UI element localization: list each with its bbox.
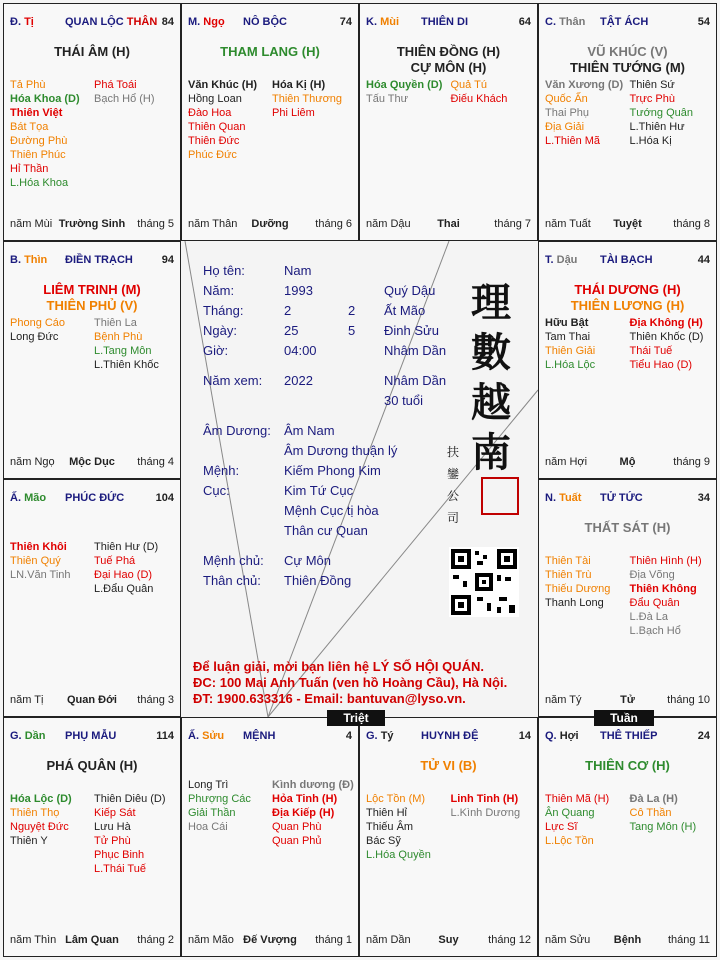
palace-number: 114 (156, 730, 174, 742)
minor-star: Phá Toái (94, 79, 137, 91)
main-stars (539, 44, 716, 76)
logo-char-1: 理 (471, 279, 511, 326)
minor-star: Văn Xương (D) (545, 79, 624, 91)
minor-star: Long Đức (10, 331, 59, 343)
minor-star: Thiên Không (629, 583, 697, 595)
main-stars (539, 758, 716, 774)
value-ngay-am: 5 (348, 323, 356, 338)
main-star: THAM LANG (H) (220, 44, 320, 59)
minor-star: Hóa Quyền (D) (366, 79, 443, 91)
minor-star: Hóa Kị (H) (272, 79, 326, 91)
main-star: THIÊN ĐỒNG (H) (396, 44, 501, 59)
minor-star: Quốc Ấn (545, 93, 588, 105)
palace-number: 64 (518, 16, 531, 28)
minor-star: Cô Thần (629, 807, 672, 819)
minor-star: Lưu Hà (94, 821, 131, 833)
palace-footer (366, 934, 531, 948)
minor-star: Quan Phù (272, 821, 322, 833)
palace-number: 104 (155, 492, 174, 504)
minor-star: Thiên Khôi (10, 541, 67, 553)
minor-star: Thiên Mã (H) (545, 793, 610, 805)
palace-branch: N. Tuất (545, 492, 582, 504)
label-cuc: Cục: (203, 483, 230, 498)
palace-header (545, 254, 710, 270)
qr-code (449, 547, 519, 617)
minor-star: Địa Giải (545, 121, 585, 133)
minor-star: Tấu Thư (366, 93, 409, 105)
palace-number: 34 (697, 492, 710, 504)
main-star: CỰ MÔN (H) (410, 60, 487, 75)
footer-year: năm Mão (188, 934, 234, 946)
minor-star: Thiên Diêu (D) (94, 793, 166, 805)
center-info-panel (181, 241, 538, 717)
minor-star: Long Trì (188, 779, 229, 791)
minor-star: Địa Kiếp (H) (272, 807, 335, 819)
minor-star: Thiên La (94, 317, 137, 329)
palace-footer (545, 218, 710, 232)
palace-name: THIÊN DI (421, 16, 469, 28)
value-ngay: 25 (284, 323, 299, 338)
value-thang-can: Ất Mão (384, 303, 426, 318)
minor-star: L.Lộc Tồn (545, 835, 594, 847)
palace-name: HUYNH ĐỆ (421, 730, 479, 742)
footer-year: năm Tuất (545, 218, 591, 230)
minor-star: Trực Phù (629, 93, 675, 105)
value-nam-xem-can: Nhâm Dần (384, 373, 447, 388)
label-am-duong: Âm Dương: (203, 423, 271, 438)
value-menh-chu: Cự Môn (284, 553, 331, 568)
minor-star: Tử Phù (94, 835, 131, 847)
minor-star: L.Thiên Hư (629, 121, 685, 133)
palace-header (545, 730, 710, 746)
minor-star: Phượng Các (188, 793, 251, 805)
palace-branch: Q. Hợi (545, 730, 579, 742)
palace-name: TÀI BẠCH (600, 254, 653, 266)
value-ho-ten: Nam (284, 263, 312, 278)
minor-star: Hỉ Thần (10, 163, 49, 175)
footer-truong-sinh: Suy (438, 934, 459, 946)
minor-star: Thiên Việt (10, 107, 63, 119)
minor-star: Thiên Đức (188, 135, 240, 147)
label-menh-chu: Mệnh chủ: (203, 553, 264, 568)
red-seal (481, 477, 519, 515)
palace-number: 84 (161, 16, 174, 28)
minor-star: Tuế Phá (94, 555, 136, 567)
footer-truong-sinh: Trường Sinh (58, 218, 126, 230)
palace-ngo (181, 3, 359, 241)
palace-name: TỬ TỨC (600, 492, 643, 504)
value-thang: 2 (284, 303, 292, 318)
main-star: THẤT SÁT (H) (584, 520, 671, 535)
palace-number: 24 (697, 730, 710, 742)
palace-branch: M. Ngọ (188, 16, 225, 28)
palace-header (10, 730, 174, 746)
palace-branch: K. Mùi (366, 16, 400, 28)
palace-name: QUAN LỘC THÂN (65, 16, 158, 28)
minor-star: L.Hóa Kị (629, 135, 672, 147)
main-stars (539, 282, 716, 314)
label-gio: Giờ: (203, 343, 229, 358)
value-nam-can: Quý Dậu (384, 283, 436, 298)
minor-star: Thiên Giải (545, 345, 596, 357)
palace-number: 14 (518, 730, 531, 742)
minor-star: Hồng Loan (188, 93, 242, 105)
palace-branch: T. Dậu (545, 254, 578, 266)
minor-star: Đại Hao (D) (94, 569, 153, 581)
minor-star: Thiếu Dương (545, 583, 611, 595)
footer-month: tháng 10 (667, 694, 710, 706)
footer-truong-sinh: Mộ (619, 456, 636, 468)
palace-header (366, 16, 531, 32)
palace-footer (366, 218, 531, 232)
minor-star: Hóa Khoa (D) (10, 93, 80, 105)
palace-branch: Ấ. Sửu (188, 730, 225, 742)
value-thang-am: 2 (348, 303, 356, 318)
palace-header (10, 254, 174, 270)
minor-star: Hữu Bật (545, 317, 589, 329)
logo-char-4: 南 (471, 429, 511, 476)
minor-star: Lộc Tồn (M) (366, 793, 426, 805)
palace-footer (545, 694, 710, 708)
label-ngay: Ngày: (203, 323, 237, 338)
minor-star: Địa Không (H) (629, 317, 703, 329)
footer-month: tháng 4 (137, 456, 174, 468)
palace-header (10, 16, 174, 32)
palace-footer (10, 456, 174, 470)
footer-year: năm Ngọ (10, 456, 55, 468)
main-stars (4, 282, 180, 314)
palace-number: 54 (697, 16, 710, 28)
palace-branch: C. Thân (545, 16, 586, 28)
minor-star: Kiếp Sát (94, 807, 136, 819)
palace-branch: B. Thìn (10, 254, 48, 266)
minor-star: Hỏa Tinh (H) (272, 793, 338, 805)
palace-name: PHỤ MẪU (65, 730, 117, 742)
minor-star: Quả Tú (450, 79, 487, 91)
palace-header (366, 730, 531, 746)
value-tuoi: 30 tuổi (384, 393, 424, 408)
minor-star: Thái Tuế (629, 345, 673, 357)
palace-branch: G. Dần (10, 730, 46, 742)
palace-footer (545, 934, 710, 948)
palace-number: 4 (345, 730, 352, 742)
footer-truong-sinh: Tử (620, 694, 635, 706)
value-nam-xem: 2022 (284, 373, 313, 388)
minor-star: Thiên Trù (545, 569, 592, 581)
main-star: LIÊM TRINH (M) (43, 282, 141, 297)
footer-truong-sinh: Thai (437, 218, 460, 230)
main-star: VŨ KHÚC (V) (587, 44, 668, 59)
minor-star: Đẩu Quân (629, 597, 680, 609)
main-star: TỬ VI (B) (420, 758, 477, 773)
footer-month: tháng 5 (137, 218, 174, 230)
tuan-marker: Tuần (594, 710, 654, 726)
value-gio-can: Nhâm Dần (384, 343, 447, 358)
minor-star: Văn Khúc (H) (188, 79, 258, 91)
footer-truong-sinh: Dưỡng (251, 218, 289, 230)
minor-star: L.Tang Môn (94, 345, 152, 357)
main-stars (360, 44, 537, 76)
minor-star: Thiên Thọ (10, 807, 60, 819)
palace-thin (3, 241, 181, 479)
minor-star: Thiên Quý (10, 555, 61, 567)
minor-star: Thiên Khốc (D) (629, 331, 704, 343)
minor-star: Hóa Lộc (D) (10, 793, 72, 805)
footer-truong-sinh: Mộc Dục (69, 456, 115, 468)
main-stars (4, 758, 180, 774)
minor-star: Kình dương (Đ) (272, 779, 354, 791)
footer-year: năm Tị (10, 694, 44, 706)
palace-number: 94 (161, 254, 174, 266)
minor-star: Bác Sỹ (366, 835, 401, 847)
palace-tuat (538, 479, 717, 717)
main-stars (4, 44, 180, 60)
palace-header (545, 16, 710, 32)
palace-footer (10, 218, 174, 232)
footer-truong-sinh: Tuyệt (613, 218, 642, 230)
minor-star: Tang Môn (H) (629, 821, 697, 833)
palace-header (10, 492, 174, 508)
minor-star: LN.Văn Tinh (10, 569, 71, 581)
minor-star: Tam Thai (545, 331, 591, 343)
footer-year: năm Thìn (10, 934, 57, 946)
main-star: THIÊN PHỦ (V) (46, 298, 138, 313)
palace-branch: Đ. Tị (10, 16, 34, 28)
palace-name: PHÚC ĐỨC (65, 492, 125, 504)
label-than-chu: Thân chủ: (203, 573, 261, 588)
palace-header (188, 16, 352, 32)
footer-year: năm Hợi (545, 456, 588, 468)
footer-month: tháng 3 (137, 694, 174, 706)
minor-star: Đường Phù (10, 135, 68, 147)
minor-star: Thiếu Âm (366, 821, 414, 833)
main-stars (360, 758, 537, 774)
minor-star: Thiên Quan (188, 121, 246, 133)
minor-star: Đào Hoa (188, 107, 232, 119)
contact-line-2: ĐC: 100 Mai Anh Tuấn (ven hồ Hoàng Cầu), Hà Nội. (193, 675, 508, 690)
label-thang: Tháng: (203, 303, 244, 318)
minor-star: Phúc Đức (188, 149, 237, 161)
palace-branch: Ấ. Mão (10, 492, 47, 504)
minor-star: Thanh Long (545, 597, 604, 609)
footer-year: năm Dậu (366, 218, 411, 230)
footer-month: tháng 2 (137, 934, 174, 946)
minor-star: Bệnh Phù (94, 331, 143, 343)
value-nam: 1993 (284, 283, 313, 298)
footer-month: tháng 6 (315, 218, 352, 230)
footer-year: năm Mùi (10, 218, 53, 230)
value-cuc-2: Mệnh Cục tị hòa (284, 503, 379, 518)
minor-star: Hoa Cái (188, 821, 228, 833)
label-menh: Mệnh: (203, 463, 240, 478)
palace-footer (188, 218, 352, 232)
value-menh: Kiếm Phong Kim (284, 463, 381, 478)
minor-star: L.Đẩu Quân (94, 583, 154, 595)
palace-number: 74 (339, 16, 352, 28)
palace-branch: G. Tý (366, 730, 394, 742)
label-nam: Năm: (203, 283, 235, 298)
footer-month: tháng 11 (667, 934, 710, 946)
main-stars (539, 520, 716, 536)
value-ngay-can: Đinh Sửu (384, 323, 439, 338)
palace-hoi (538, 717, 717, 957)
minor-star: Đà La (H) (629, 793, 678, 805)
minor-star: Quan Phủ (272, 835, 322, 847)
minor-star: Thiên Hỉ (366, 807, 407, 819)
minor-star: Thiên Thương (272, 93, 343, 105)
main-star: THÁI ÂM (H) (54, 44, 130, 59)
palace-dan (3, 717, 181, 957)
contact-line-1: Để luận giải, mời bạn liên hệ LÝ SỐ HỘI QUÁN. (193, 659, 484, 674)
minor-star: Ân Quang (545, 807, 595, 819)
value-gio: 04:00 (284, 343, 317, 358)
value-cuc-1: Kim Tứ Cục (284, 483, 354, 498)
footer-truong-sinh: Quan Đới (67, 694, 117, 706)
palace-name: MỆNH (243, 730, 276, 742)
main-stars (182, 44, 358, 60)
palace-mui (359, 3, 538, 241)
minor-star: Thai Phụ (545, 107, 590, 119)
minor-star: L.Hóa Quyền (366, 849, 431, 861)
palace-ty (3, 3, 181, 241)
minor-star: Tả Phù (10, 79, 46, 91)
main-star: THÁI DƯƠNG (H) (574, 282, 681, 297)
palace-footer (545, 456, 710, 470)
palace-suu (181, 717, 359, 957)
main-star: THIÊN LƯƠNG (H) (570, 298, 685, 313)
minor-star: Giải Thần (188, 807, 236, 819)
label-ho-ten: Họ tên: (203, 263, 245, 278)
palace-ti (359, 717, 538, 957)
seal-vertical-text: 扶鑾公司 (447, 445, 460, 525)
palace-name: NÔ BỘC (243, 16, 287, 28)
footer-truong-sinh: Bệnh (613, 934, 642, 946)
footer-month: tháng 8 (673, 218, 710, 230)
palace-name: THÊ THIẾP (600, 730, 658, 742)
minor-star: Nguyệt Đức (10, 821, 69, 833)
minor-star: L.Kình Dương (450, 807, 521, 819)
palace-dau (538, 241, 717, 479)
footer-year: năm Sửu (545, 934, 591, 946)
main-star: THIÊN CƠ (H) (585, 758, 670, 773)
label-nam-xem: Năm xem: (203, 373, 263, 388)
main-star: PHÁ QUÂN (H) (46, 758, 138, 773)
minor-star: Điếu Khách (450, 93, 508, 105)
minor-star: Phi Liêm (272, 107, 315, 119)
minor-star: L.Hóa Lộc (545, 359, 596, 371)
footer-month: tháng 9 (673, 456, 710, 468)
palace-header (545, 492, 710, 508)
palace-name: ĐIỀN TRẠCH (65, 254, 133, 266)
minor-star: L.Thiên Khốc (94, 359, 159, 371)
footer-year: năm Tý (545, 694, 582, 706)
palace-footer (10, 934, 174, 948)
footer-truong-sinh: Đế Vượng (243, 934, 297, 946)
minor-star: Tướng Quân (629, 107, 693, 119)
minor-star: Bát Tọa (10, 121, 49, 133)
footer-month: tháng 1 (315, 934, 352, 946)
footer-month: tháng 12 (488, 934, 531, 946)
logo-char-2: 數 (471, 329, 511, 376)
minor-star: Địa Võng (629, 569, 675, 581)
value-am-duong-1: Âm Nam (284, 423, 335, 438)
minor-star: L.Thiên Mã (545, 135, 601, 147)
footer-year: năm Dần (366, 934, 411, 946)
minor-star: Thiên Hư (D) (94, 541, 159, 553)
minor-star: Thiên Phúc (10, 149, 66, 161)
minor-star: Lực Sĩ (545, 821, 578, 833)
minor-star: Phục Binh (94, 849, 145, 861)
minor-star: Bạch Hổ (H) (94, 93, 155, 105)
value-am-duong-2: Âm Dương thuận lý (284, 443, 398, 458)
footer-month: tháng 7 (494, 218, 531, 230)
value-than-chu: Thiên Đồng (284, 573, 352, 588)
contact-line-3: ĐT: 1900.633316 - Email: bantuvan@lyso.vn. (193, 691, 466, 706)
footer-year: năm Thân (188, 218, 238, 230)
palace-footer (10, 694, 174, 708)
footer-truong-sinh: Lâm Quan (65, 934, 119, 946)
minor-star: Linh Tinh (H) (450, 793, 519, 805)
minor-star: L.Hóa Khoa (10, 177, 69, 189)
palace-footer (188, 934, 352, 948)
minor-star: L.Bạch Hổ (629, 625, 681, 637)
value-cuc-3: Thân cư Quan (284, 523, 368, 538)
palace-name: TẬT ÁCH (600, 16, 649, 28)
palace-number: 44 (697, 254, 710, 266)
minor-star: L.Thái Tuế (94, 863, 146, 875)
minor-star: Thiên Tài (545, 555, 591, 567)
palace-than (538, 3, 717, 241)
minor-star: Thiên Y (10, 835, 48, 847)
palace-header (188, 730, 352, 746)
palace-mao (3, 479, 181, 717)
minor-star: Tiểu Hao (D) (629, 359, 693, 371)
minor-star: L.Đà La (629, 611, 669, 623)
minor-star: Thiên Sứ (629, 79, 675, 91)
logo-char-3: 越 (471, 379, 511, 426)
main-star: THIÊN TƯỚNG (M) (569, 60, 686, 75)
minor-star: Thiên Hình (H) (629, 555, 702, 567)
minor-star: Phong Cáo (10, 317, 66, 329)
triet-marker: Triệt (327, 710, 385, 726)
